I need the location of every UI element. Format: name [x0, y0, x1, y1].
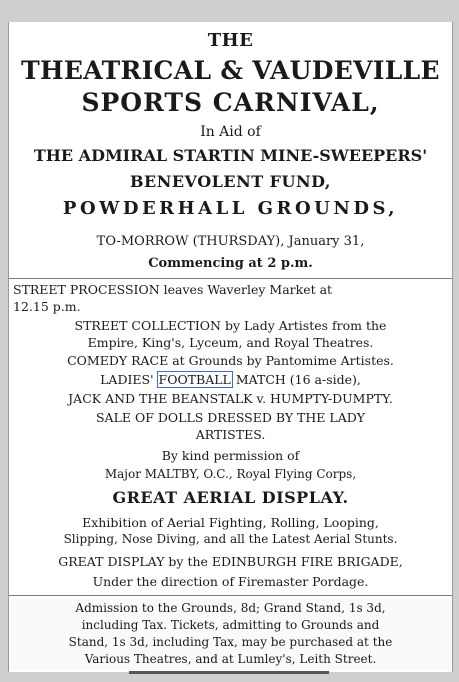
sale-line2: ARTISTES. [195, 427, 266, 442]
ladies-label: LADIES' [100, 372, 154, 387]
bottom-rule [129, 671, 329, 674]
permission-line: By kind permission of [161, 448, 300, 463]
notice-fund-line1: THE ADMIRAL STARTIN MINE-SWEEPERS' [33, 146, 428, 165]
exhibition-line2: Slipping, Nose Diving, and all the Latest Aerial Stunts. [63, 532, 398, 546]
admission-line3: Stand, 1s 3d, including Tax, may be purchased at the [68, 635, 393, 649]
notice-title-line1: THEATRICAL & VAUDEVILLE [21, 56, 440, 85]
admission-line4: Various Theatres, and at Lumley's, Leith Street. [84, 652, 377, 666]
football-highlight: FOOTBALL [158, 372, 231, 387]
exhibition-line1: Exhibition of Aerial Fighting, Rolling, Looping, [82, 515, 379, 530]
ladies-football-line [9, 372, 452, 387]
match-label: MATCH (16 a-side), [235, 372, 361, 387]
admission-block [9, 597, 452, 670]
major-line: Major MALTBY, O.C., Royal Flying Corps, [104, 467, 357, 481]
collection-line2: Empire, King's, Lyceum, and Royal Theatres. [87, 335, 374, 350]
sale-line1: SALE OF DOLLS DRESSED BY THE LADY [95, 410, 365, 425]
notice-the: THE [207, 30, 254, 51]
newspaper-clipping [8, 22, 453, 672]
notice-title-line2: SPORTS CARNIVAL, [81, 88, 380, 117]
admission-line2: including Tax. Tickets, admitting to Grounds and [81, 618, 380, 632]
notice-time: Commencing at 2 p.m. [148, 256, 313, 271]
comedy-race: COMEDY RACE at Grounds by Pantomime Artistes. [67, 353, 394, 368]
procession-line1: STREET PROCESSION leaves Waverley Market at [13, 282, 333, 297]
fire-brigade: GREAT DISPLAY by the EDINBURGH FIRE BRIGADE, [58, 554, 403, 569]
firemaster-direction: Under the direction of Firemaster Pordage. [92, 574, 369, 589]
section-divider [9, 278, 452, 279]
notice-date: TO-MORROW (THURSDAY), January 31, [96, 234, 365, 249]
admission-divider [9, 595, 452, 596]
notice-venue: POWDERHALL GROUNDS, [62, 198, 399, 219]
collection-line1: STREET COLLECTION by Lady Artistes from the [74, 318, 387, 333]
admission-line1: Admission to the Grounds, 8d; Grand Stand, 1s 3d, [75, 601, 386, 615]
notice-in-aid: In Aid of [200, 124, 261, 140]
procession-line2: 12.15 p.m. [13, 299, 81, 314]
aerial-display: GREAT AERIAL DISPLAY. [112, 488, 349, 507]
jack-beanstalk: JACK AND THE BEANSTALK v. HUMPTY-DUMPTY. [68, 391, 393, 406]
notice-fund-line2: BENEVOLENT FUND, [130, 172, 331, 191]
